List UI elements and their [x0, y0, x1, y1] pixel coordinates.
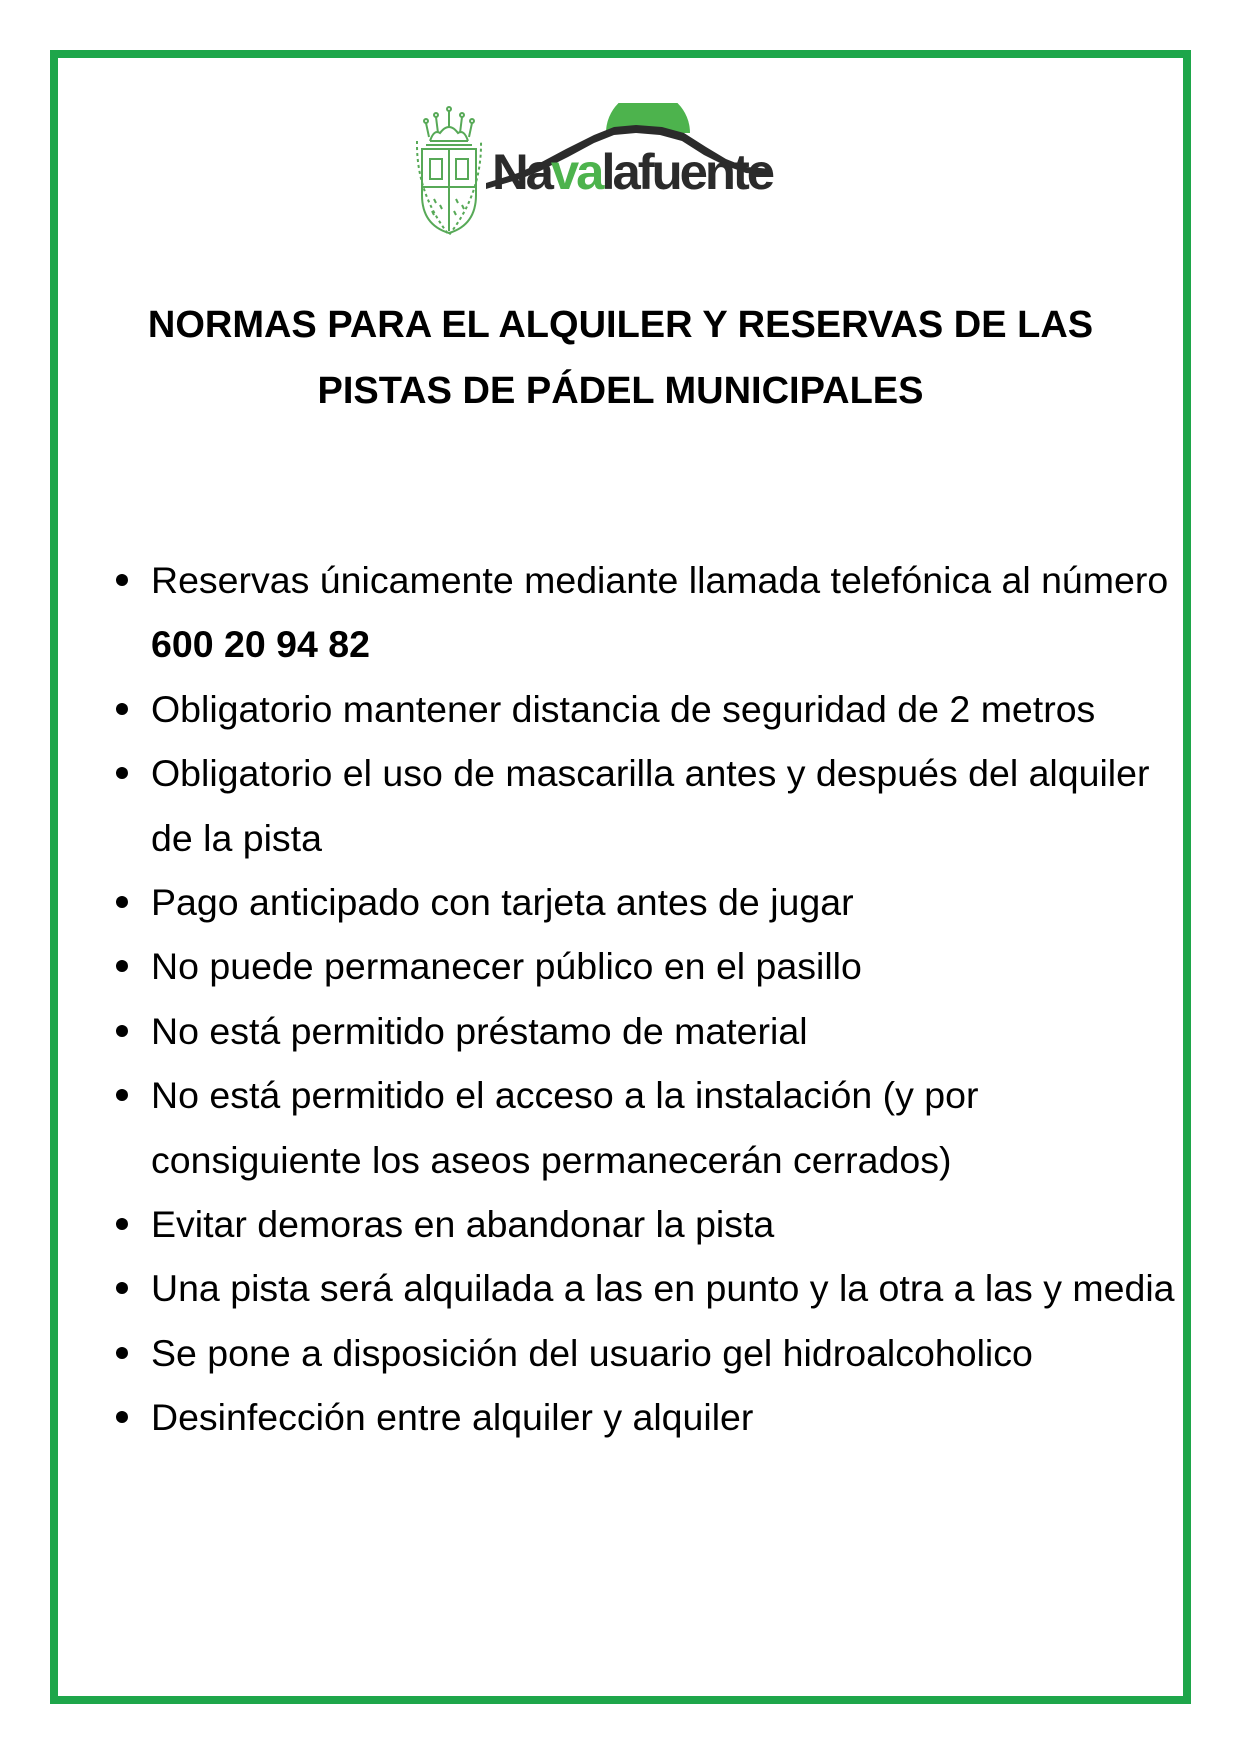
bullet-icon — [116, 1025, 128, 1037]
bullet-icon — [116, 960, 128, 972]
bullet-icon — [116, 1411, 128, 1423]
phone-number: 600 20 94 82 — [151, 623, 370, 666]
rule-text: Obligatorio el uso de mascarilla antes y después del alquiler de la pista — [151, 752, 1150, 859]
rule-text: Obligatorio mantener distancia de seguridad de 2 metros — [151, 687, 1096, 730]
rule-text: No está permitido préstamo de material — [151, 1009, 808, 1052]
rule-text: Una pista será alquilada a las en punto y la otra a las y media — [151, 1267, 1175, 1310]
bullet-icon — [116, 1089, 128, 1101]
rule-item — [115, 999, 1175, 1063]
rule-item — [115, 1192, 1175, 1256]
rule-item — [115, 677, 1175, 741]
rule-item — [115, 934, 1175, 998]
rule-text: Evitar demoras en abandonar la pista — [151, 1203, 775, 1246]
bullet-icon — [116, 767, 128, 779]
page-title — [90, 292, 1151, 424]
title-line-2: PISTAS DE PÁDEL MUNICIPALES — [317, 370, 924, 412]
rule-item — [115, 1385, 1175, 1449]
rule-item — [115, 870, 1175, 934]
rule-item — [115, 741, 1175, 870]
bullet-icon — [116, 574, 128, 586]
navalafuente-logo — [416, 103, 776, 235]
rule-item — [115, 1256, 1175, 1320]
rule-item — [115, 1063, 1175, 1192]
logo-graphic — [416, 103, 776, 235]
logo-wordmark: Navalafuente — [492, 144, 770, 200]
rule-text: Desinfección entre alquiler y alquiler — [151, 1396, 754, 1439]
bullet-icon — [116, 703, 128, 715]
rule-text: Se pone a disposición del usuario gel hidroalcoholico — [151, 1331, 1033, 1374]
rule-item — [115, 1321, 1175, 1385]
rules-list — [115, 548, 1175, 1450]
bullet-icon — [116, 896, 128, 908]
title-line-1: NORMAS PARA EL ALQUILER Y RESERVAS DE LAS — [147, 304, 1094, 346]
rule-item — [115, 548, 1175, 677]
rule-text: Reservas únicamente mediante llamada telefónica al número — [151, 559, 1169, 601]
bullet-icon — [116, 1282, 128, 1294]
bullet-icon — [116, 1347, 128, 1359]
rule-text: No está permitido el acceso a la instalación (y por consiguiente los aseos permanecerán cerrados) — [151, 1074, 979, 1181]
crest-icon — [417, 107, 481, 235]
rule-text: No puede permanecer público en el pasillo — [151, 945, 862, 988]
bullet-icon — [116, 1218, 128, 1230]
rule-text: Pago anticipado con tarjeta antes de jugar — [151, 881, 854, 924]
